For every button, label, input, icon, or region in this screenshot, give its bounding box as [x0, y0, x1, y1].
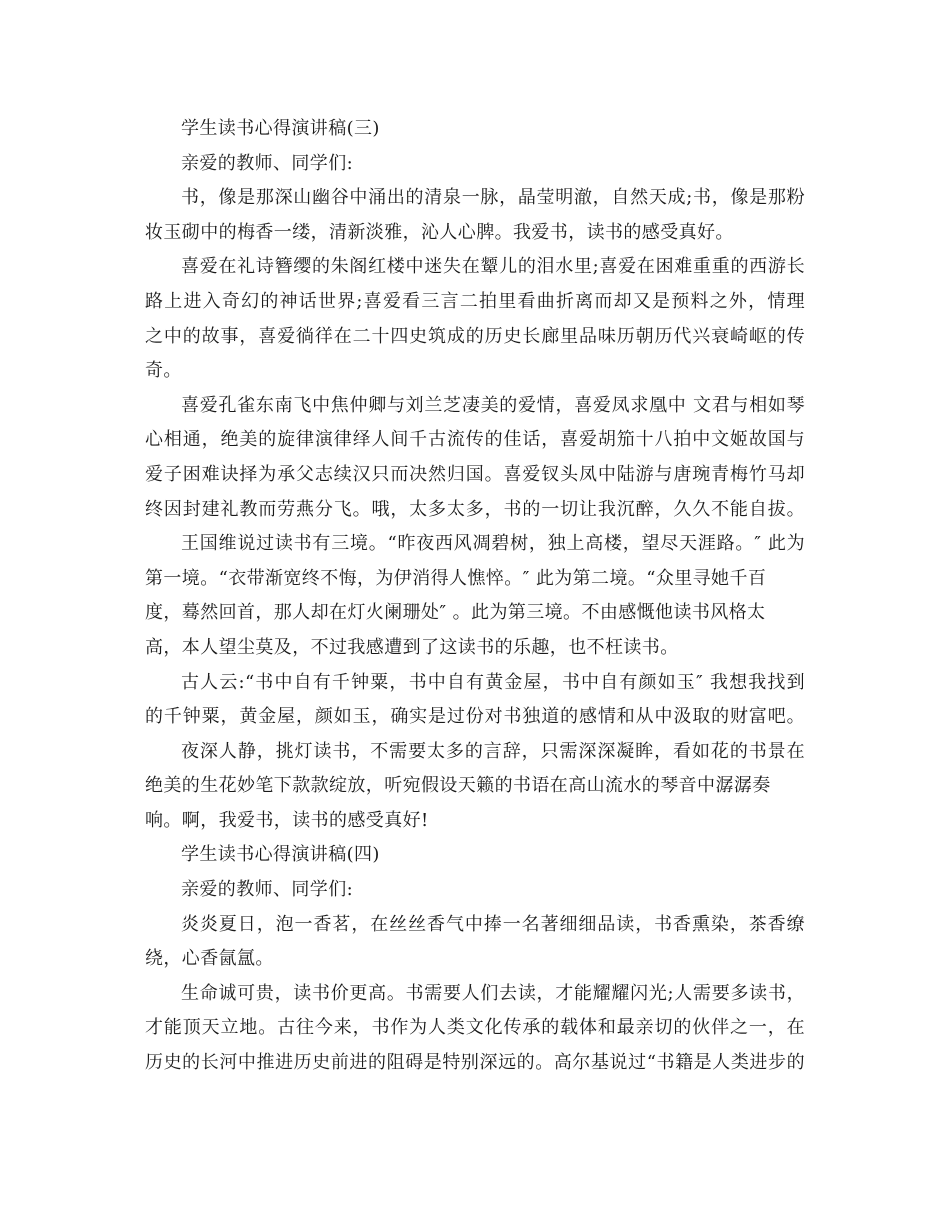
text-line: 绝美的生花妙笔下款款绽放，听宛假设天籁的书语在高山流水的琴音中潺潺奏	[145, 775, 771, 797]
text-line: 奇。	[145, 360, 182, 382]
text-line: 炎炎夏日，泡一香茗，在丝丝香气中捧一名著细细品读，书香熏染，茶香缭	[181, 913, 805, 935]
text-line: 心相通，绝美的旋律演律绎人间千古流传的佳话，喜爱胡笳十八拍中文姬故国与	[145, 429, 805, 451]
text-line: 的千钟粟，黄金屋，颜如玉，确实是过份对书独道的感情和从中汲取的财富吧。	[145, 706, 805, 728]
text-line: 爱子困难诀择为承父志续汉只而决然归国。喜爱钗头凤中陆游与唐琬青梅竹马却	[145, 463, 805, 485]
text-line: 书，像是那深山幽谷中涌出的清泉一脉，晶莹明澈，自然天成;书，像是那粉	[181, 187, 805, 209]
text-line: 喜爱孔雀东南飞中焦仲卿与刘兰芝凄美的爱情，喜爱凤求凰中 文君与相如琴	[181, 394, 805, 416]
text-line: 绕，心香氤氲。	[145, 948, 274, 970]
text-line: 第一境。“衣带渐宽终不悔，为伊消得人憔悴。″ 此为第二境。“众里寻她千百	[145, 567, 767, 589]
text-line: 学生读书心得演讲稿(四)	[181, 844, 380, 866]
text-line: 妆玉砌中的梅香一缕，清新淡雅，沁人心脾。我爱书，读书的感受真好。	[145, 221, 734, 243]
text-line: 历史的长河中推进历史前进的阻碍是特别深远的。高尔基说过“书籍是人类进步的	[145, 1052, 805, 1074]
text-line: 亲爱的教师、同学们:	[181, 152, 354, 174]
text-line: 路上进入奇幻的神话世界;喜爱看三言二拍里看曲折离而却又是预料之外，情理	[145, 290, 805, 312]
text-line: 终因封建礼教而劳燕分飞。哦，太多太多，书的一切让我沉醉，久久不能自拔。	[145, 498, 805, 520]
text-line: 响。啊，我爱书，读书的感受真好!	[145, 809, 429, 831]
text-line: 才能顶天立地。古往今来，书作为人类文化传承的载体和最亲切的伙伴之一，在	[145, 1017, 805, 1039]
text-line: 夜深人静，挑灯读书，不需要太多的言辞，只需深深凝眸，看如花的书景在	[181, 740, 805, 762]
text-line: 生命诚可贵，读书价更高。书需要人们去读，才能耀耀闪光;人需要多读书，	[181, 982, 805, 1004]
text-line: 王国维说过读书有三境。“昨夜西风凋碧树，独上高楼，望尽天涯路。″ 此为	[181, 533, 805, 555]
text-line: 古人云:“书中自有千钟粟，书中自有黄金屋，书中自有颜如玉″ 我想我找到	[181, 671, 805, 693]
text-line: 亲爱的教师、同学们:	[181, 879, 354, 901]
document-page	[145, 112, 805, 1081]
text-line: 之中的故事，喜爱徜徉在二十四史筑成的历史长廊里品味历朝历代兴衰崎岖的传	[145, 325, 805, 347]
text-line: 高，本人望尘莫及，不过我感遭到了这读书的乐趣，也不枉读书。	[145, 636, 679, 658]
text-line: 学生读书心得演讲稿(三)	[181, 118, 380, 139]
text-line: 度，蓦然回首，那人却在灯火阑珊处″ 。此为第三境。不由感慨他读书风格太	[145, 602, 766, 624]
text-line: 喜爱在礼诗簪缨的朱阁红楼中迷失在颦儿的泪水里;喜爱在困难重重的西游长	[181, 256, 805, 278]
